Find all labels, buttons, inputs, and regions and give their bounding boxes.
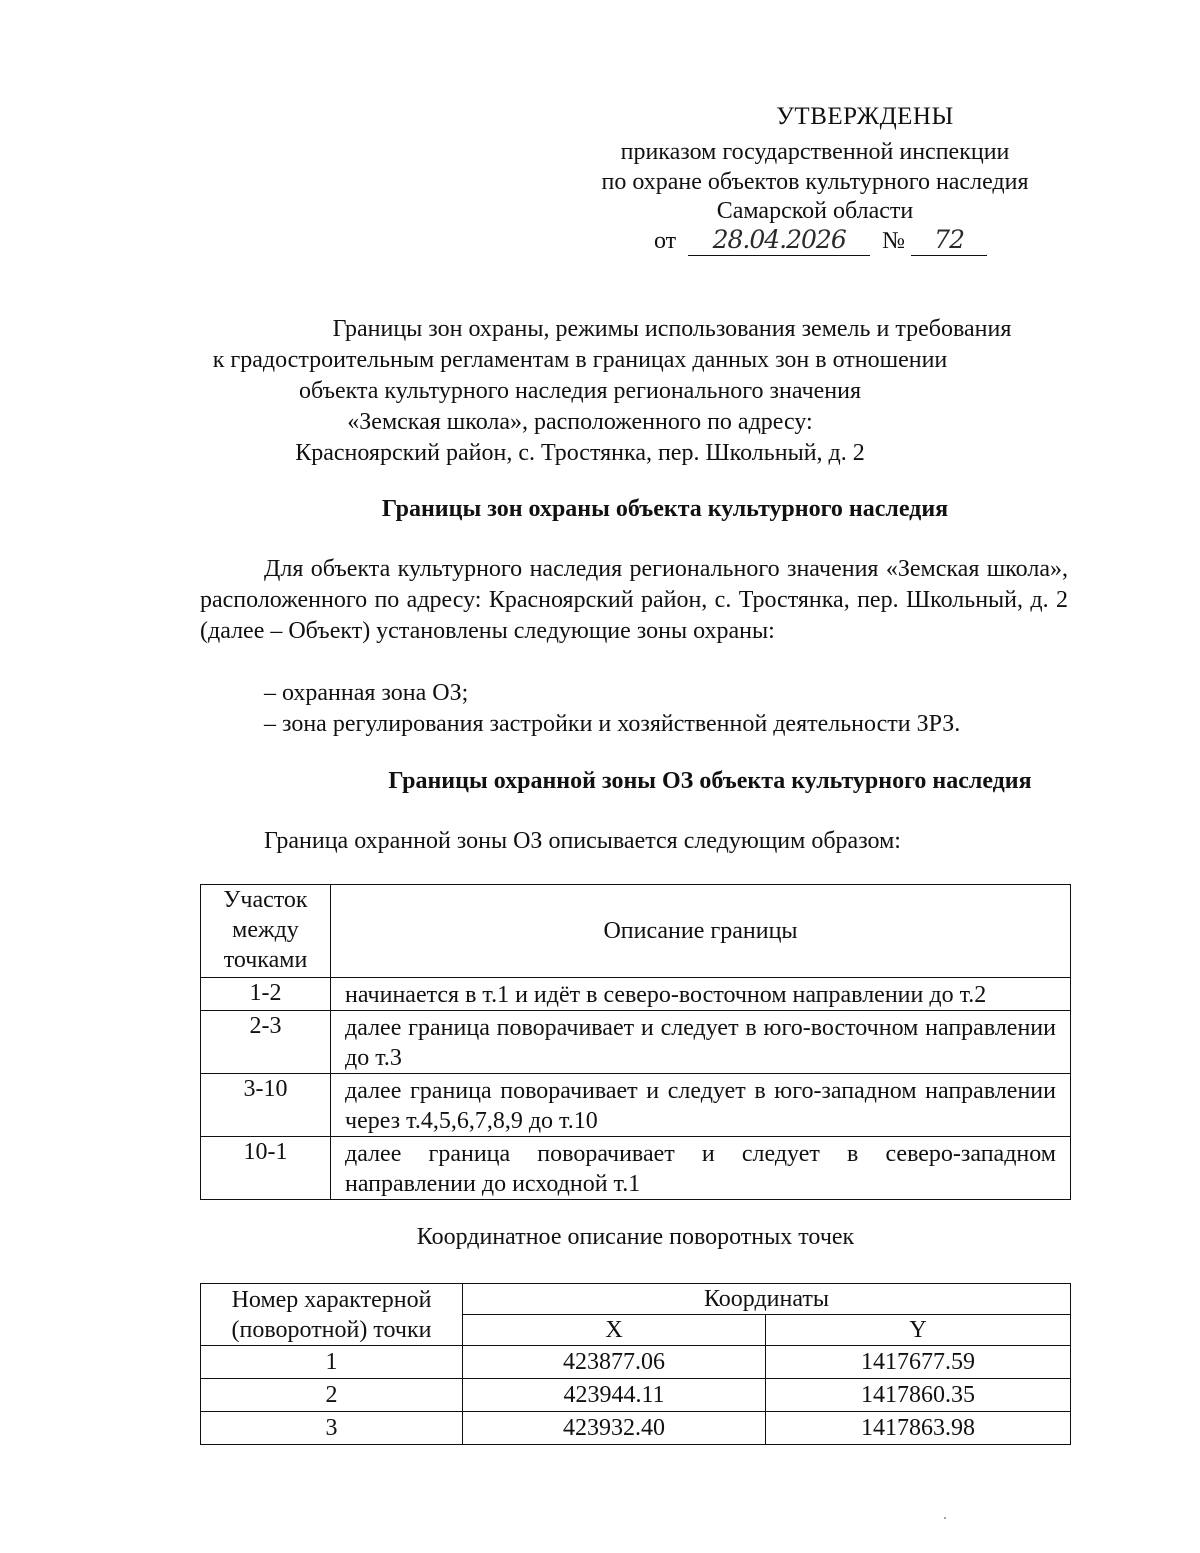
- handwritten-date: 28.04.2026: [688, 225, 870, 256]
- header-point-line-1: Номер характерной: [231, 1286, 432, 1313]
- number-prefix: №: [882, 228, 906, 254]
- description-cell: далее граница поворачивает и следует в юго-восточном направлении до т.3: [331, 1011, 1071, 1074]
- segment-cell: 1-2: [201, 978, 331, 1011]
- table-row: [201, 1379, 1071, 1412]
- header-segment: [201, 885, 331, 978]
- boundary-table: [200, 884, 1071, 1200]
- coordinates-caption: Координатное описание поворотных точек: [416, 1224, 855, 1250]
- table-row: [201, 1137, 1071, 1200]
- description-cell: далее граница поворачивает и следует в северо-западном направлении до исходной т.1: [331, 1137, 1071, 1200]
- table-row: [201, 978, 1071, 1011]
- header-coordinates: Координаты: [463, 1284, 1071, 1315]
- section-heading-zones: Границы зон охраны объекта культурного наследия: [381, 496, 949, 522]
- header-segment-line-1: Участок: [223, 887, 308, 913]
- header-description: Описание границы: [331, 885, 1071, 978]
- header-y: Y: [766, 1315, 1071, 1346]
- coordinates-table: [200, 1283, 1071, 1445]
- section-heading-oz: Границы охранной зоны ОЗ объекта культурного наследия: [388, 768, 1032, 794]
- table-row: [201, 1011, 1071, 1074]
- date-prefix: от: [654, 228, 677, 254]
- header-segment-line-3: точками: [223, 947, 308, 973]
- title-line-3: объекта культурного наследия регионального значения: [298, 378, 862, 404]
- y-cell: 1417677.59: [766, 1346, 1071, 1379]
- table-row: [201, 1346, 1071, 1379]
- title-line-5: Красноярский район, с. Тростянка, пер. Школьный, д. 2: [295, 440, 865, 466]
- table-header-row: [201, 885, 1071, 978]
- x-cell: 423944.11: [463, 1379, 766, 1412]
- description-cell: начинается в т.1 и идёт в северо-восточном направлении до т.2: [331, 978, 1071, 1011]
- title-line-2: к градостроительным регламентам в границах данных зон в отношении: [212, 347, 948, 373]
- approval-date-line: [654, 225, 987, 256]
- y-cell: 1417860.35: [766, 1379, 1071, 1412]
- y-cell: 1417863.98: [766, 1412, 1071, 1445]
- approval-line-2: по охране объектов культурного наследия: [601, 169, 1029, 195]
- zone-list-item-2: – зона регулирования застройки и хозяйственной деятельности ЗРЗ.: [264, 711, 961, 737]
- zone-list-item-1: – охранная зона ОЗ;: [264, 680, 469, 706]
- header-point-line-2: (поворотной) точки: [231, 1316, 432, 1343]
- segment-cell: 3-10: [201, 1074, 331, 1137]
- header-x: X: [463, 1315, 766, 1346]
- document-title: [210, 314, 1090, 469]
- handwritten-number: 72: [911, 225, 987, 256]
- approval-line-1: приказом государственной инспекции: [620, 139, 1010, 165]
- point-cell: 2: [201, 1379, 463, 1412]
- title-line-1: Границы зон охраны, режимы использования земель и требования: [332, 316, 1012, 342]
- table-row: [201, 1074, 1071, 1137]
- approval-title: УТВЕРЖДЕНЫ: [776, 103, 954, 130]
- point-cell: 3: [201, 1412, 463, 1445]
- section-paragraph: Для объекта культурного наследия регионального значения «Земская школа», расположенного по адресу: Красноярский район, с. Тростянка, пер. Школьный, д. 2 (далее – Объект) установлены следующие зоны охраны:: [200, 556, 1068, 644]
- description-cell: далее граница поворачивает и следует в юго-западном направлении через т.4,5,6,7,8,9 до т.10: [331, 1074, 1071, 1137]
- segment-cell: 10-1: [201, 1137, 331, 1200]
- table-row: [201, 1412, 1071, 1445]
- x-cell: 423877.06: [463, 1346, 766, 1379]
- scan-speck: [944, 1517, 946, 1519]
- segment-cell: 2-3: [201, 1011, 331, 1074]
- header-segment-line-2: между: [232, 917, 299, 943]
- approval-line-3: Самарской области: [716, 198, 914, 224]
- point-cell: 1: [201, 1346, 463, 1379]
- header-point: [201, 1284, 463, 1346]
- title-line-4: «Земская школа», расположенного по адресу:: [347, 409, 813, 435]
- oz-intro: Граница охранной зоны ОЗ описывается следующим образом:: [264, 828, 901, 854]
- x-cell: 423932.40: [463, 1412, 766, 1445]
- coords-header-row: [201, 1284, 1071, 1315]
